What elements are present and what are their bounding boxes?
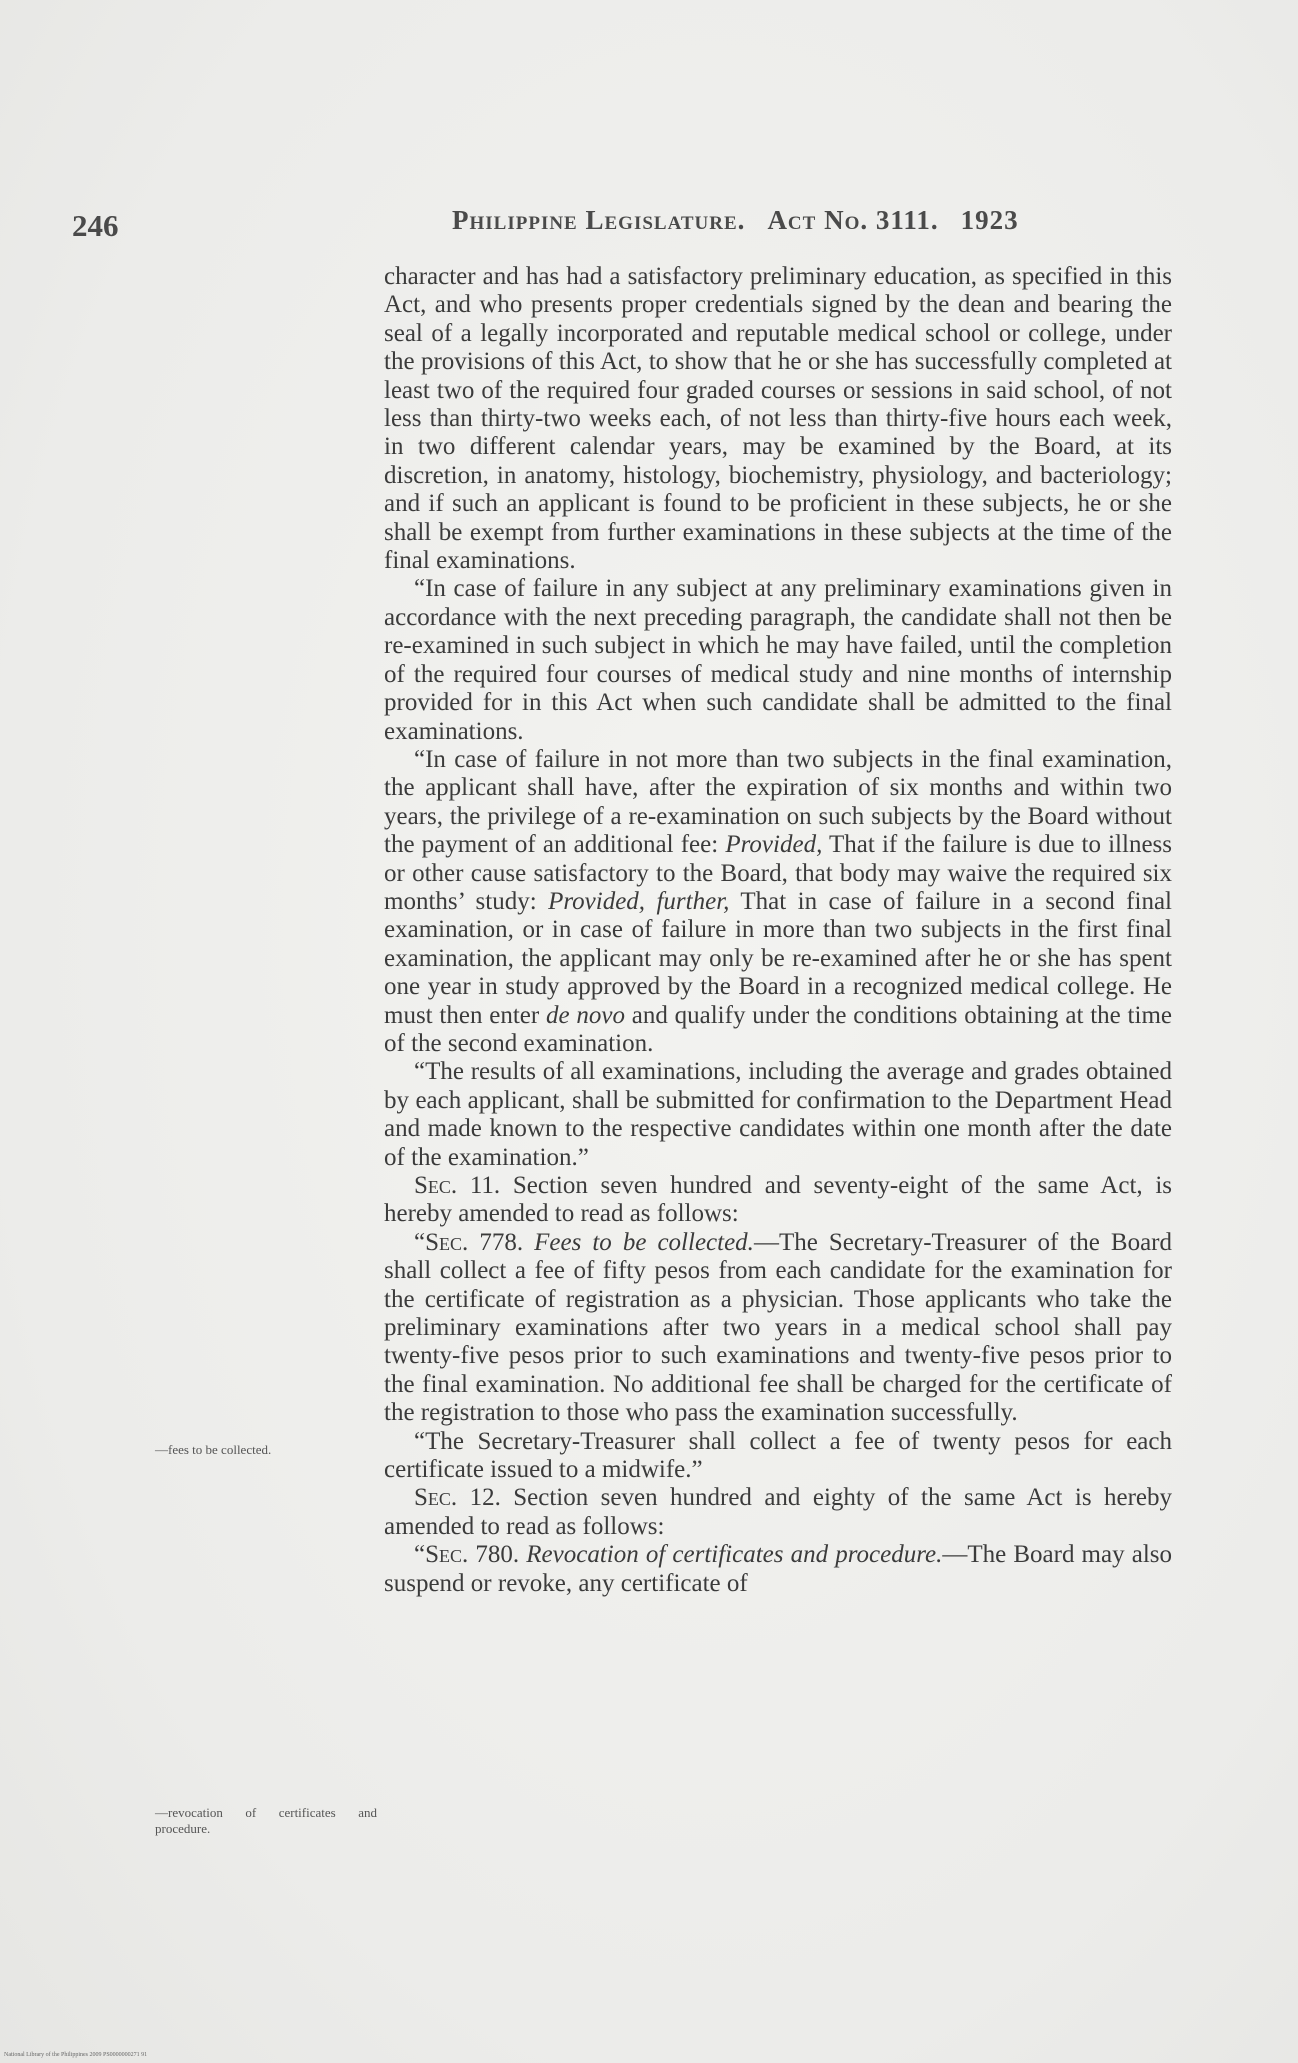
section-label: Sec. (414, 1172, 458, 1199)
provided-further-term: Provided, further, (548, 887, 730, 915)
act-number: Act No. 3111. (767, 205, 939, 235)
paragraph-final-failure (384, 746, 1172, 1058)
body-text (384, 263, 1172, 1598)
paragraph-preliminary-failure: “In case of failure in any subject at any preliminary examinations given in accordance with the next preceding paragraph, the candidate shall not then be re-examined in such subject in which he may have failed, until the completion of the required four courses of medical study and nine months of internship provided for in this Act when such candidate shall be admitted to the final examinations. (384, 575, 1172, 745)
section-text: 11. Section seven hundred and seventy-eight of the same Act, is hereby amended to read as follows: (384, 1172, 1172, 1228)
publication-title: Philippine Legislature. (452, 205, 746, 235)
section-label: Sec. (414, 1484, 458, 1512)
section-text: —The Secretary-Treasurer of the Board shall collect a fee of fifty pesos from each candidate for the examination for the certificate of registration as a physician. Those applicants who take the preliminary examinations after two years in a medical school shall pay twenty-five pesos prior to such examinations and twenty-five pesos prior to the final examination. No additional fee shall be charged for the certificate of the registration to those who pass the examination successfully. (384, 1228, 1173, 1427)
section-780 (384, 1541, 1172, 1598)
section-number: 780. (475, 1541, 520, 1569)
running-head (452, 205, 1019, 236)
text-segment: That in case of failure in a second final examination, or in case of failure in more than two subjects in the first final examination, the applicant may only be re-examined after he or she has spent one year in study approved by the Board in a recognized medical college. He must then enter (384, 887, 1172, 1029)
footer-credit: National Library of the Philippines 2009 PS0000000271 91 (4, 2052, 148, 2058)
text-segment: That if the failure is due to illness or other cause satisfactory to the Board, that body may waive the required six months’ study: (384, 831, 1173, 915)
text-segment: and qualify under the conditions obtaining at the time of the second examination. (384, 1001, 1172, 1057)
section-text: 12. Section seven hundred and eighty of the same Act is hereby amended to read as follows: (384, 1484, 1172, 1540)
paragraph-results: “The results of all examinations, including the average and grades obtained by each applicant, shall be submitted for confirmation to the Department Head and made known to the respective candidates within one month after the date of the examination.” (384, 1058, 1172, 1171)
section-12 (384, 1484, 1172, 1541)
de-novo-term: de novo (545, 1001, 625, 1029)
section-title: Revocation of certificates and procedure. (526, 1541, 943, 1569)
margin-note-fees: —fees to be collected. (155, 1442, 272, 1457)
section-11 (384, 1172, 1172, 1229)
paragraph-midwife-fee: “The Secretary-Treasurer shall collect a fee of twenty pesos for each certificate issued to a midwife.” (384, 1427, 1172, 1484)
page-number: 246 (72, 208, 119, 243)
provided-term: Provided, (725, 831, 823, 859)
section-text: —The Board may also suspend or revoke, any certificate of (384, 1541, 1172, 1597)
section-label: “Sec. (414, 1541, 469, 1569)
paragraph-continuation: character and has had a satisfactory preliminary education, as specified in this Act, and who presents proper credentials signed by the dean and bearing the seal of a legally incorporated and reputable medical school or college, under the provisions of this Act, to show that he or she has successfully completed at least two of the required four graded courses or sessions in said school, of not less than thirty-two weeks each, of not less than thirty-five hours each week, in two different calendar years, may be examined by the Board, at its discretion, in anatomy, histology, biochemistry, physiology, and bacteriology; and if such an applicant is found to be proficient in these subjects, he or she shall be exempt from further examinations in these subjects at the time of the final examinations. (384, 263, 1172, 575)
year: 1923 (960, 205, 1019, 235)
section-label: “Sec. (414, 1228, 469, 1256)
text-segment: “In case of failure in not more than two subjects in the final examination, the applicant shall have, after the expiration of six months and within two years, the privilege of a re-examination on such subjects by the Board without the payment of an additional fee: (384, 745, 1172, 859)
margin-note-revocation: —revocation of certificates and procedure. (155, 1805, 377, 1836)
section-number: 778. (479, 1228, 524, 1256)
section-778 (384, 1229, 1172, 1428)
section-title: Fees to be collected. (534, 1228, 754, 1256)
